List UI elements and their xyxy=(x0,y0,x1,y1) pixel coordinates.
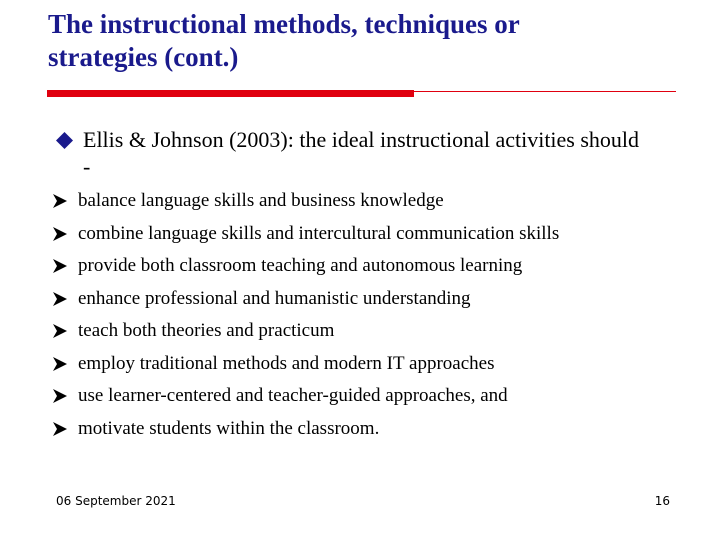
arrowhead-bullet-icon xyxy=(52,323,68,339)
arrowhead-bullet-icon xyxy=(52,421,68,437)
diamond-bullet-icon xyxy=(56,132,73,149)
list-item xyxy=(52,383,692,416)
list-item xyxy=(52,318,692,351)
slide-title-line-2: strategies (cont.) xyxy=(48,42,239,72)
list-item-text: employ traditional methods and modern IT approaches xyxy=(78,352,495,374)
list-item xyxy=(52,416,692,449)
title-underline-thick xyxy=(47,90,414,97)
list-item xyxy=(52,351,692,384)
list-item-text: balance language skills and business knowledge xyxy=(78,190,444,211)
list-item xyxy=(52,221,692,254)
list-item-text: enhance professional and humanistic understanding xyxy=(78,287,471,309)
list-item-text: use learner-centered and teacher-guided approaches, and xyxy=(78,385,508,406)
footer-date: 06 September 2021 xyxy=(56,494,176,508)
arrowhead-bullet-icon xyxy=(52,258,68,274)
slide-number: 16 xyxy=(654,494,670,508)
arrowhead-bullet-icon xyxy=(52,291,68,307)
list-item xyxy=(52,286,692,319)
arrowhead-bullet-icon xyxy=(52,388,68,404)
list-item-text: motivate students within the classroom. xyxy=(78,417,380,439)
arrowhead-bullet-icon xyxy=(52,356,68,372)
list-item-text: provide both classroom teaching and autonomous learning xyxy=(78,255,523,276)
list-item xyxy=(52,188,692,221)
sub-bullet-list xyxy=(52,188,692,448)
list-item xyxy=(52,253,692,286)
lead-text: Ellis & Johnson (2003): the ideal instructional activities should xyxy=(83,127,640,152)
list-item-text: combine language skills and intercultural communication skills xyxy=(78,222,560,244)
arrowhead-bullet-icon xyxy=(52,193,68,209)
list-item-text: teach both theories and practicum xyxy=(78,320,335,341)
slide-title xyxy=(48,8,688,74)
arrowhead-bullet-icon xyxy=(52,226,68,242)
slide-title-line-1: The instructional methods, techniques or xyxy=(48,9,520,39)
title-underline-thin xyxy=(414,91,676,92)
lead-continuation: - xyxy=(83,154,91,179)
